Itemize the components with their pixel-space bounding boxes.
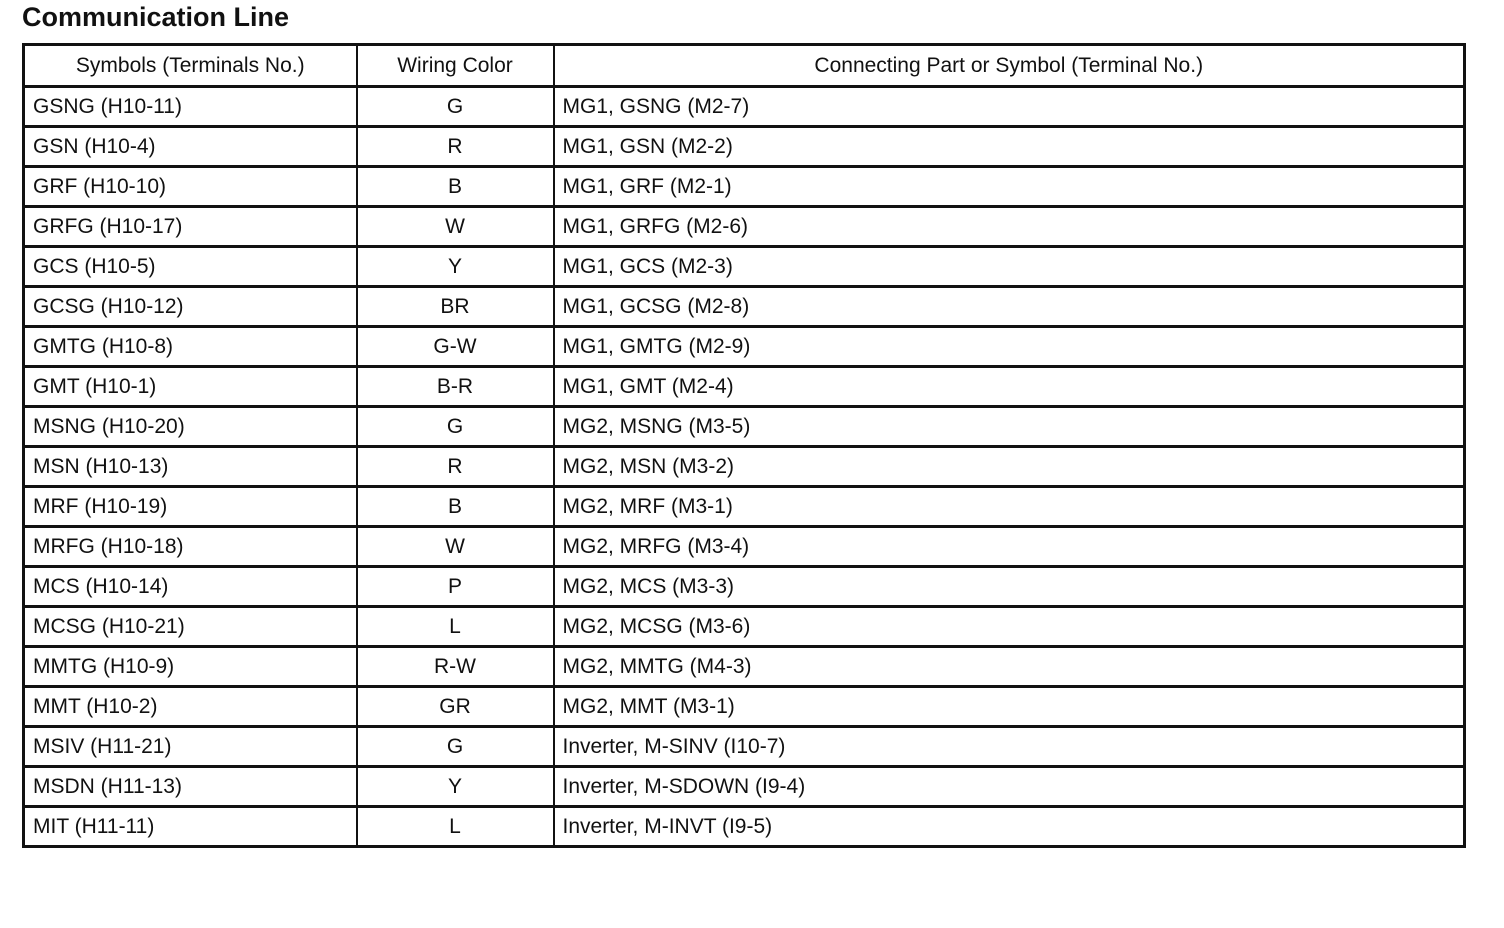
table-row: [24, 567, 1465, 607]
symbol-cell: GSNG (H10-11): [24, 87, 357, 127]
connecting-part-cell: MG2, MMTG (M4-3): [554, 647, 1465, 687]
wiring-color-cell: Y: [357, 767, 554, 807]
symbol-cell: MSN (H10-13): [24, 447, 357, 487]
symbol-cell: GRF (H10-10): [24, 167, 357, 207]
wiring-color-cell: G-W: [357, 327, 554, 367]
connecting-part-cell: MG2, MRF (M3-1): [554, 487, 1465, 527]
header-symbols: Symbols (Terminals No.): [24, 45, 357, 87]
header-connecting-part: Connecting Part or Symbol (Terminal No.): [554, 45, 1465, 87]
connecting-part-cell: Inverter, M-INVT (I9-5): [554, 807, 1465, 847]
wiring-color-cell: G: [357, 407, 554, 447]
wiring-color-cell: G: [357, 727, 554, 767]
connecting-part-cell: Inverter, M-SDOWN (I9-4): [554, 767, 1465, 807]
connecting-part-cell: MG2, MMT (M3-1): [554, 687, 1465, 727]
table-row: [24, 367, 1465, 407]
wiring-color-cell: B: [357, 487, 554, 527]
table-header-row: [24, 45, 1465, 87]
symbol-cell: MMT (H10-2): [24, 687, 357, 727]
symbol-cell: MCSG (H10-21): [24, 607, 357, 647]
symbol-cell: MSNG (H10-20): [24, 407, 357, 447]
wiring-color-cell: R: [357, 447, 554, 487]
connecting-part-cell: MG1, GMTG (M2-9): [554, 327, 1465, 367]
symbol-cell: GSN (H10-4): [24, 127, 357, 167]
table-row: [24, 807, 1465, 847]
symbol-cell: GRFG (H10-17): [24, 207, 357, 247]
symbol-cell: MIT (H11-11): [24, 807, 357, 847]
table-row: [24, 207, 1465, 247]
connecting-part-cell: MG2, MCS (M3-3): [554, 567, 1465, 607]
connecting-part-cell: MG1, GMT (M2-4): [554, 367, 1465, 407]
connecting-part-cell: MG2, MRFG (M3-4): [554, 527, 1465, 567]
table-row: [24, 167, 1465, 207]
table-row: [24, 767, 1465, 807]
table-row: [24, 247, 1465, 287]
symbol-cell: GMTG (H10-8): [24, 327, 357, 367]
wiring-color-cell: G: [357, 87, 554, 127]
symbol-cell: MCS (H10-14): [24, 567, 357, 607]
table-row: [24, 727, 1465, 767]
symbol-cell: MSIV (H11-21): [24, 727, 357, 767]
connecting-part-cell: MG2, MCSG (M3-6): [554, 607, 1465, 647]
connecting-part-cell: MG1, GCS (M2-3): [554, 247, 1465, 287]
connecting-part-cell: MG1, GSN (M2-2): [554, 127, 1465, 167]
table-row: [24, 527, 1465, 567]
wiring-color-cell: P: [357, 567, 554, 607]
header-wiring-color: Wiring Color: [357, 45, 554, 87]
page-title: Communication Line: [22, 2, 290, 32]
table-row: [24, 407, 1465, 447]
connecting-part-cell: Inverter, M-SINV (I10-7): [554, 727, 1465, 767]
wiring-color-cell: R: [357, 127, 554, 167]
symbol-cell: MSDN (H11-13): [24, 767, 357, 807]
wiring-color-cell: R-W: [357, 647, 554, 687]
wiring-color-cell: W: [357, 207, 554, 247]
connecting-part-cell: MG2, MSN (M3-2): [554, 447, 1465, 487]
wiring-color-cell: B-R: [357, 367, 554, 407]
table-row: [24, 447, 1465, 487]
symbol-cell: MMTG (H10-9): [24, 647, 357, 687]
table-row: [24, 647, 1465, 687]
symbol-cell: GCS (H10-5): [24, 247, 357, 287]
connecting-part-cell: MG1, GRFG (M2-6): [554, 207, 1465, 247]
table-row: [24, 287, 1465, 327]
connecting-part-cell: MG1, GSNG (M2-7): [554, 87, 1465, 127]
wiring-color-cell: GR: [357, 687, 554, 727]
table-row: [24, 687, 1465, 727]
connecting-part-cell: MG2, MSNG (M3-5): [554, 407, 1465, 447]
wiring-color-cell: B: [357, 167, 554, 207]
symbol-cell: GCSG (H10-12): [24, 287, 357, 327]
wiring-color-cell: L: [357, 807, 554, 847]
table-row: [24, 607, 1465, 647]
table-row: [24, 87, 1465, 127]
table-row: [24, 127, 1465, 167]
connecting-part-cell: MG1, GCSG (M2-8): [554, 287, 1465, 327]
wiring-color-cell: Y: [357, 247, 554, 287]
symbol-cell: MRFG (H10-18): [24, 527, 357, 567]
table-row: [24, 487, 1465, 527]
communication-line-table: [22, 43, 1466, 848]
wiring-color-cell: BR: [357, 287, 554, 327]
symbol-cell: MRF (H10-19): [24, 487, 357, 527]
connecting-part-cell: MG1, GRF (M2-1): [554, 167, 1465, 207]
wiring-color-cell: L: [357, 607, 554, 647]
table-row: [24, 327, 1465, 367]
symbol-cell: GMT (H10-1): [24, 367, 357, 407]
table-body: [24, 87, 1465, 847]
wiring-color-cell: W: [357, 527, 554, 567]
